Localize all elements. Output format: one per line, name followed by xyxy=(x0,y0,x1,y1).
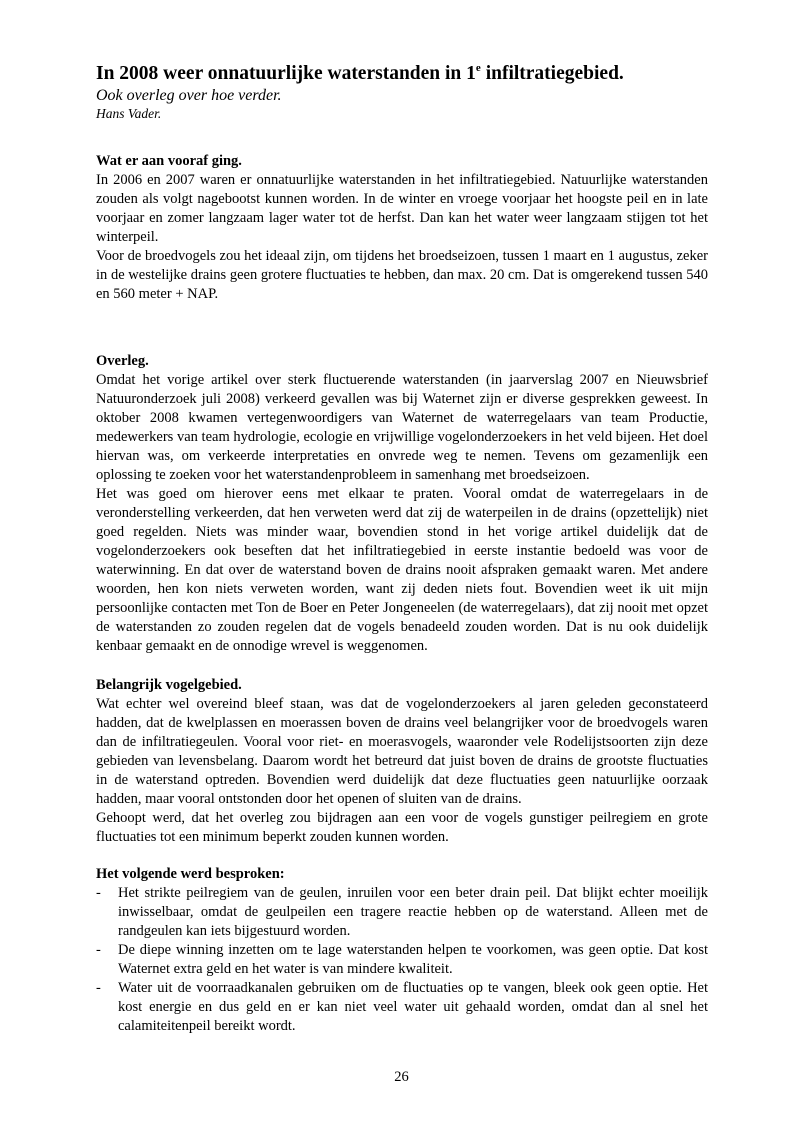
title-end: infiltratiegebied. xyxy=(480,63,624,84)
section-heading: Belangrijk vogelgebied. xyxy=(96,677,242,693)
section-overleg xyxy=(96,352,708,656)
paragraph: Voor de broedvogels zou het ideaal zijn, om tijdens het broedseizoen, tussen 1 maart en 1 augustus, zeker in de westelijke drains geen grotere fluctuaties te hebben, dan max. 20 cm. Dat is omgerekend tussen 540 en 560 meter + NAP. xyxy=(96,248,708,302)
section-vogelgebied xyxy=(96,676,708,847)
section-heading: Wat er aan vooraf ging. xyxy=(96,153,242,169)
paragraph: Het was goed om hierover eens met elkaar te praten. Vooral omdat de waterregelaars in de veronderstelling verkeerden, dat hen verweten werd dat zij de waterpeilen in de drains (opzettelijk) niet goed regelden. Niets was minder waar, bovendien stond in het vorige artikel duidelijk dat de vogelonderzoekers ook beseften dat het infiltratiegebied in eerste instantie bedoeld was voor de waterwinning. En dat over de waterstand boven de drains nooit afspraken gemaakt waren. Met andere woorden, hen kon niets verweten worden, want zij deden niets fout. Bovendien weet ik uit mijn persoonlijke contacten met Ton de Boer en Peter Jongeneelen (de waterregelaars), dat zij nooit met opzet de waterstanden zo zouden regelen dat de vogels benadeeld zouden worden. Dat is nu ook duidelijk kenbaar gemaakt en de onnodige wrevel is weggenomen. xyxy=(96,486,708,654)
title-superscript: e xyxy=(475,62,481,74)
list-item: - Water uit de voorraadkanalen gebruiken om de fluctuaties op te vangen, bleek ook geen optie. Het kost energie en dus geld en er kan niet veel water uit gehaald worden, omdat dan al snel het calamiteitenpeil bereikt wordt. xyxy=(96,979,708,1036)
list-item: - Het strikte peilregiem van de geulen, inruilen voor een beter drain peil. Dat blijkt echter moeilijk inwisselbaar, omdat de geulpeilen een tragere reactie hebben op de waterstand. Alleen met de randgeulen kan iets bijgestuurd worden. xyxy=(96,884,708,941)
paragraph: Omdat het vorige artikel over sterk fluctuerende waterstanden (in jaarverslag 2007 en Nieuwsbrief Natuuronderzoek juli 2008) verkeerd gevallen was bij Waternet zijn er diverse gesprekken geweest. In oktober 2008 kwamen vertegenwoordigers van Waternet de waterregelaars van team Productie, medewerkers van team hydrologie, ecologie en vrijwillige vogelonderzoekers in het veld bijeen. Het doel hiervan was, om verkeerde interpretaties en onvrede weg te nemen. Tevens om gezamenlijk een oplossing te zoeken voor het waterstandenprobleem in samenhang met broedseizoen. xyxy=(96,372,708,483)
article-author: Hans Vader. xyxy=(96,106,162,121)
section-heading: Het volgende werd besproken: xyxy=(96,866,285,882)
section-vooraf xyxy=(96,152,708,304)
page-number: 26 xyxy=(394,1069,409,1085)
section-besproken xyxy=(96,865,708,1036)
article-subtitle: Ook overleg over hoe verder. xyxy=(96,87,282,104)
paragraph: In 2006 en 2007 waren er onnatuurlijke waterstanden in het infiltratiegebied. Natuurlijke waterstanden zouden als volgt nagebootst kunnen worden. In de winter en vroege voorjaar het hoogste peil en in late voorjaar en zomer langzaam lager water tot de herfst. Dan kan het water weer langzaam stijgen tot het winterpeil. xyxy=(96,172,708,245)
section-heading: Overleg. xyxy=(96,353,149,369)
article-title xyxy=(96,56,708,86)
document-page xyxy=(96,56,708,1036)
discussion-list xyxy=(96,884,708,1036)
paragraph: Gehoopt werd, dat het overleg zou bijdragen aan een voor de vogels gunstiger peilregiem en grote fluctuaties tot een minimum beperkt zouden kunnen worden. xyxy=(96,810,708,845)
paragraph: Wat echter wel overeind bleef staan, was dat de vogelonderzoekers al jaren geleden geconstateerd hadden, dat de kwelplassen en moerassen boven de drains veel belangrijker voor de broedvogels waren dan de infiltratiegeulen. Vooral voor riet- en moerasvogels, waaronder vele Rodelijstsoorten zijn deze gebieden van levensbelang. Daarom wordt het betreurd dat juist boven de drains de grootste fluctuaties in de waterstand optreden. Bovendien werd duidelijk dat deze fluctuaties geen natuurlijke oorzaak hadden, maar vooral ontstonden door het openen of sluiten van de drains. xyxy=(96,696,708,807)
list-item: - De diepe winning inzetten om te lage waterstanden helpen te voorkomen, was geen optie. Dat kost Waternet extra geld en het water is van mindere kwaliteit. xyxy=(96,941,708,979)
title-main: In 2008 weer onnatuurlijke waterstanden in 1 xyxy=(96,63,476,84)
